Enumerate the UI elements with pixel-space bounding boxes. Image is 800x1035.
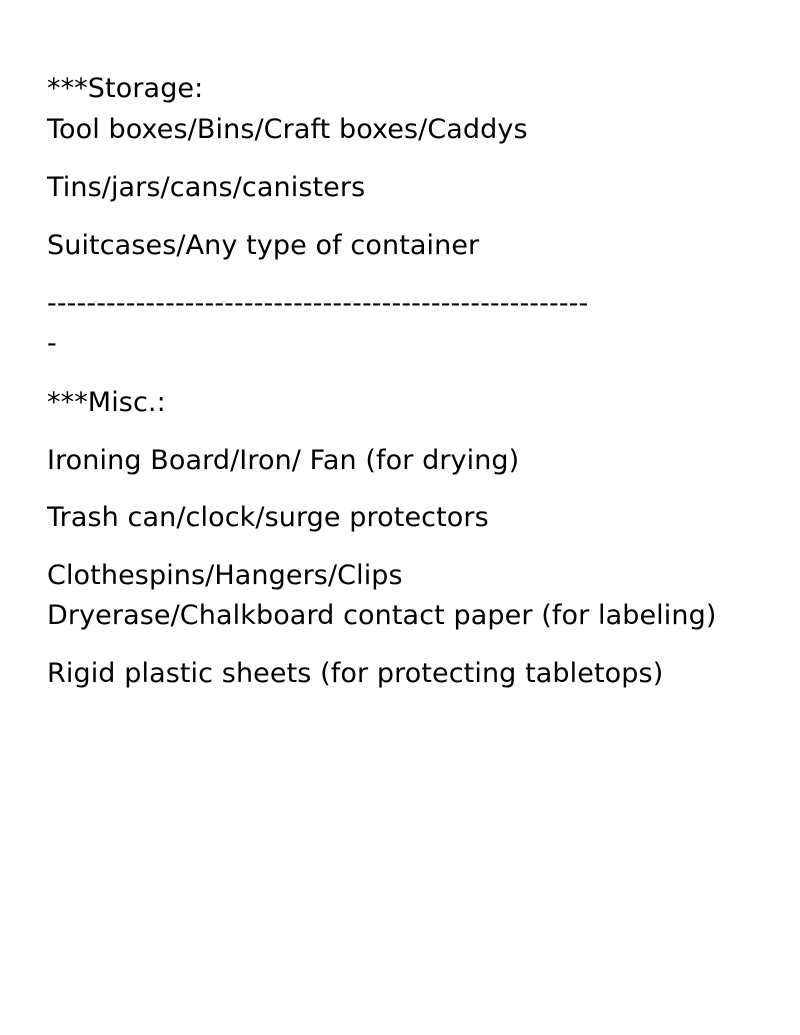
misc-item: Dryerase/Chalkboard contact paper (for labeling) xyxy=(47,600,717,631)
misc-item: Clothespins/Hangers/Clips xyxy=(47,560,403,591)
storage-item: Tool boxes/Bins/Craft boxes/Caddys xyxy=(47,114,528,145)
dashed-divider-overflow: - xyxy=(47,328,57,359)
dashed-divider: ------------------------------------------------------- xyxy=(47,288,589,319)
misc-item: Rigid plastic sheets (for protecting tabletops) xyxy=(47,658,664,689)
misc-heading: ***Misc.: xyxy=(47,387,166,418)
misc-item: Ironing Board/Iron/ Fan (for drying) xyxy=(47,445,520,476)
storage-item: Suitcases/Any type of container xyxy=(47,230,480,261)
misc-item: Trash can/clock/surge protectors xyxy=(47,502,489,533)
storage-item: Tins/jars/cans/canisters xyxy=(47,172,366,203)
storage-heading: ***Storage: xyxy=(47,73,204,104)
